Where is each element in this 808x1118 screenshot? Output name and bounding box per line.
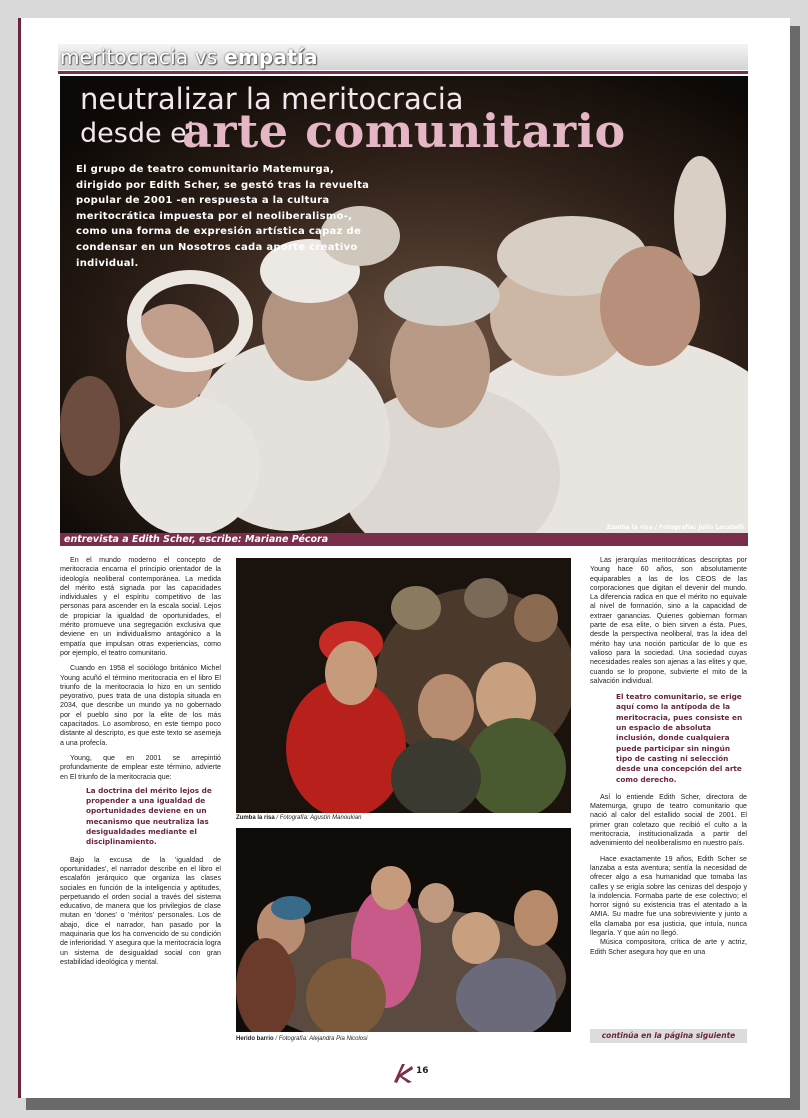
photo-1-image: [236, 558, 571, 813]
col3-paragraph-3: Hace exactamente 19 años, Edith Scher se lanzaba a esta aventura; sentía la necesidad de ofrecer algo a esa humanidad que tomaba las calles y se erigía sobre las cenizas del despojo y la indolencia. Formaba parte de ese colectivo; el horror signó su existencia tras el atentado a la AMIA. Su madre fue una sobreviviente y junto a ella clamaba por esa justicia, que intuía, nunca llegaría. Y que aún no llegó.: [590, 854, 747, 937]
column-3: [590, 556, 747, 957]
photo-2-caption-title: Herido barrio: [236, 1036, 274, 1042]
title-line-2a: desde el: [80, 118, 195, 149]
col1-paragraph-2: Cuando en 1958 el sociólogo británico Michel Young acuñó el término meritocracia en el libro El triunfo de la meritocracia lo hizo en un sentido peyorativo, pues trata de una distopía situada en 2034, que describe un mundo ya no gobernado por el pueblo sino por la elite de los más capacitados. Lo asombroso, en este tiempo poco distante al descripto, es que este texto se asemeja a una profecía.: [60, 664, 221, 747]
col1-paragraph-4: Bajo la excusa de la 'igualdad de oportunidades', el narrador describe en el libro el escalafón jerárquico que organiza las clases sociales en función de la inteligencia y aptitudes, perpetuando el orden social a través del sistema educativo, de manera que los privilegios de clase mutan en 'dones' o 'méritos' personales. Los de abajo, dice el narrador, han pasado por la maquinaria que los ha convencido de su condición de inferioridad. Y asegura que la meritocracia logra un sistema de desigualdad social con gran estabilidad ideológica y mental.: [60, 855, 221, 966]
photo-2-caption: [236, 1036, 368, 1042]
photo-2-caption-credit: / Fotografía: Alejandra Pia Nicolosi: [273, 1036, 368, 1042]
photo-1-caption: [236, 815, 362, 821]
section-header: [58, 44, 748, 70]
hero-photo: [60, 76, 748, 533]
photo-herido-barrio: [236, 828, 571, 1032]
header-rule: [58, 71, 748, 74]
col3-paragraph-1: Las jerarquías meritocráticas descriptas por Young hace 60 años, son absolutamente equiparables a las de los CEOS de las corporaciones que digitan el devenir del mundo. La diferencia radica en que el mérito no equivale al nivel de formación, sino a la capacidad de extraer ganancias. Quienes gobiernan forman parte de esa elite, o bien sirven a ésta. Pues, desde la perspectiva neoliberal, tras la idea del mérito hay una noción particular de lo que es valioso para la sociedad. Una sociedad cuyas necesidades reales son ajenas a las elites y que, cuando se lo propone, subvierte el mito de la salvación individual.: [590, 556, 747, 685]
title-line-2b: arte comunitario: [182, 104, 626, 158]
photo-1-caption-credit: / Fotografía: Agustín Manoukian: [274, 815, 362, 821]
continued-note[interactable]: continúa en la página siguiente: [590, 1029, 747, 1043]
col1-paragraph-3: Young, que en 2001 se arrepintió profundamente de emplear este término, advierte en El triunfo de la meritocracia que:: [60, 753, 221, 781]
magazine-logo-icon: [392, 1062, 414, 1084]
photo-2-image: [236, 828, 571, 1032]
pull-quote-2: El teatro comunitario, se erige aquí como la antípoda de la meritocracia, pues consiste en un espacio de absoluta inclusión, donde cualquiera puede participar sin ningún tipo de casting ni selección desde una concepción del arte como derecho.: [616, 692, 743, 784]
col3-paragraph-4: Música compositora, crítica de arte y actriz, Edith Scher asegura hoy que en una: [590, 938, 747, 956]
photo-zumba-la-risa: [236, 558, 571, 813]
pull-quote-1: La doctrina del mérito lejos de propender a una igualdad de oportunidades deviene en un mecanismo que neutraliza las desigualdades mediante el disciplinamiento.: [86, 785, 212, 847]
title-line-1: neutralizar la meritocracia: [80, 82, 464, 116]
page-number: 16: [416, 1066, 429, 1076]
byline: entrevista a Edith Scher, escribe: Mariane Pécora: [60, 533, 748, 546]
section-strong: empatía: [224, 45, 318, 69]
section-title: [60, 45, 318, 69]
col1-paragraph-1: En el mundo moderno el concepto de meritocracia encarna el principio orientador de la ideología neoliberal contemporánea. La medida del mérito está signada por las capacidades individuales y el espíritu competitivo de las personas para ascender en la escala social. Lejos de propiciar la igualdad de oportunidades, el mérito promueve una segregación exclusiva que deviene en un individualismo antagónico a la empatía que impulsan otras experiencias, como por ejemplo, el teatro comunitario.: [60, 556, 221, 657]
hero-credit: Zumba la risa / Fotografía: Julio Locatelli: [606, 524, 744, 531]
column-1: [60, 556, 221, 973]
section-prefix: meritocracia vs: [60, 45, 225, 69]
lead-paragraph: El grupo de teatro comunitario Matemurga, dirigido por Edith Scher, se gestó tras la revuelta popular de 2001 -en respuesta a la cultura meritocrática impuesta por el neoliberalismo-, como una forma de expresión artística capaz de condensar en un Nosotros cada aporte creativo individual.: [76, 164, 370, 269]
page-number-block: [392, 1062, 429, 1088]
photo-1-caption-title: Zumba la risa: [236, 815, 275, 821]
col3-paragraph-2: Así lo entiende Edith Scher, directora de Matemurga, grupo de teatro comunitario que nació al calor del estallido social de 2001. El primer gran coletazo que recibió el culto a la meritocracia, institucionalizada a partir del advenimiento del neoliberalismo en nuestro país.: [590, 792, 747, 848]
